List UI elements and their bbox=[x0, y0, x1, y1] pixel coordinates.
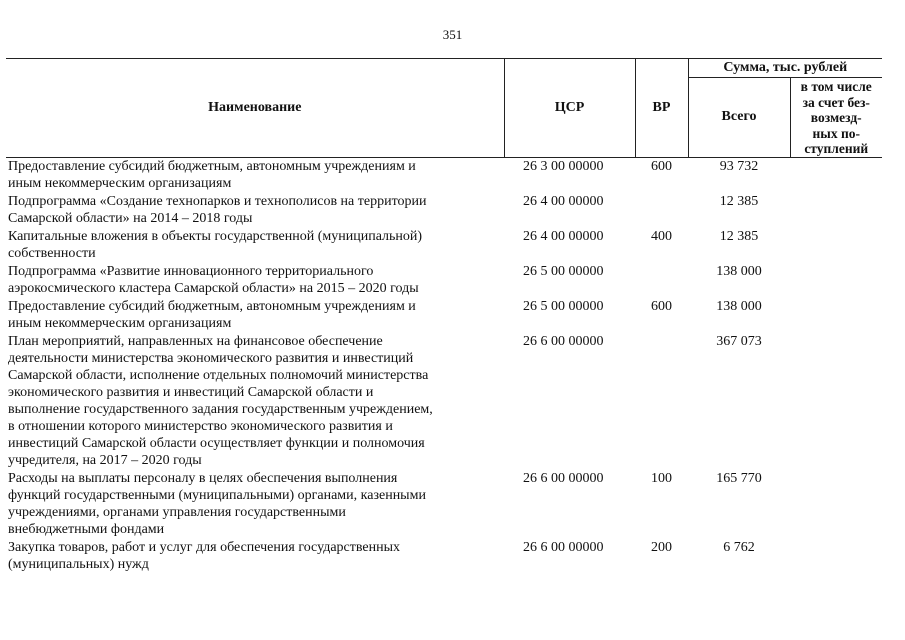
row-csr: 26 4 00 00000 bbox=[523, 228, 604, 244]
table-row bbox=[6, 263, 882, 298]
row-incl bbox=[790, 298, 882, 333]
row-name-line: иным некоммерческим организациям bbox=[8, 315, 232, 331]
row-csr: 26 6 00 00000 bbox=[523, 539, 604, 555]
row-name bbox=[6, 539, 504, 574]
row-name-line: Закупка товаров, работ и услуг для обеспечения государственных bbox=[8, 539, 401, 555]
row-name bbox=[6, 470, 504, 539]
row-name bbox=[6, 228, 504, 263]
table-row bbox=[6, 298, 882, 333]
row-total: 12 385 bbox=[719, 228, 759, 244]
row-name-line: внебюджетными фондами bbox=[8, 521, 165, 537]
row-total: 6 762 bbox=[723, 539, 755, 555]
row-csr: 26 6 00 00000 bbox=[523, 333, 604, 349]
header-vr: ВР bbox=[635, 59, 688, 158]
budget-table bbox=[6, 58, 882, 574]
header-total: Всего bbox=[688, 78, 790, 158]
row-name bbox=[6, 263, 504, 298]
row-incl bbox=[790, 539, 882, 574]
row-vr bbox=[635, 333, 688, 470]
row-total: 165 770 bbox=[716, 470, 762, 486]
row-name-line: Предоставление субсидий бюджетным, автономным учреждениям и bbox=[8, 298, 416, 314]
row-name-line: Капитальные вложения в объекты государственной (муниципальной) bbox=[8, 228, 423, 244]
row-name bbox=[6, 157, 504, 193]
row-name bbox=[6, 333, 504, 470]
header-sum: Сумма, тыс. рублей bbox=[688, 59, 882, 78]
row-name-line: деятельности министерства экономического развития и инвестиций bbox=[8, 350, 414, 366]
table-body bbox=[6, 157, 882, 574]
row-total: 138 000 bbox=[716, 263, 762, 279]
row-csr: 26 4 00 00000 bbox=[523, 193, 604, 209]
row-vr bbox=[635, 263, 688, 298]
row-name-line: Расходы на выплаты персоналу в целях обеспечения выполнения bbox=[8, 470, 398, 486]
header-incl-line: в том числе bbox=[800, 79, 872, 94]
header-name: Наименование bbox=[6, 59, 504, 158]
row-incl bbox=[790, 157, 882, 193]
row-name-line: учредителя, на 2017 – 2020 годы bbox=[8, 452, 202, 468]
table-row bbox=[6, 157, 882, 193]
row-total: 93 732 bbox=[719, 158, 759, 174]
row-name-line: иным некоммерческим организациям bbox=[8, 175, 232, 191]
row-name bbox=[6, 298, 504, 333]
table-row bbox=[6, 333, 882, 470]
table-row bbox=[6, 470, 882, 539]
header-csr: ЦСР bbox=[504, 59, 635, 158]
row-name-line: Подпрограмма «Развитие инновационного территориального bbox=[8, 263, 374, 279]
row-name-line: в отношении которого министерство экономического развития и bbox=[8, 418, 393, 434]
row-name-line: аэрокосмического кластера Самарской области» на 2015 – 2020 годы bbox=[8, 280, 419, 296]
row-name bbox=[6, 193, 504, 228]
header-incl-line: ступлений bbox=[804, 141, 869, 156]
row-vr: 100 bbox=[651, 470, 672, 486]
row-csr: 26 6 00 00000 bbox=[523, 470, 604, 486]
row-name-line: Подпрограмма «Создание технопарков и технополисов на территории bbox=[8, 193, 427, 209]
row-incl bbox=[790, 333, 882, 470]
row-name-line: экономического развития и инвестиций Самарской области и bbox=[8, 384, 374, 400]
header-incl-line: возмезд- bbox=[810, 110, 862, 125]
row-vr: 600 bbox=[651, 158, 672, 174]
header-incl-line: за счет без- bbox=[802, 94, 870, 110]
row-incl bbox=[790, 193, 882, 228]
header-incl bbox=[790, 78, 882, 158]
row-name-line: (муниципальных) нужд bbox=[8, 556, 149, 572]
row-name-line: функций государственными (муниципальными) органами, казенными bbox=[8, 487, 426, 503]
row-csr: 26 3 00 00000 bbox=[523, 158, 604, 174]
row-total: 138 000 bbox=[716, 298, 762, 314]
row-total: 12 385 bbox=[719, 193, 759, 209]
row-vr: 600 bbox=[651, 298, 672, 314]
row-name-line: собственности bbox=[8, 245, 96, 261]
row-vr bbox=[635, 193, 688, 228]
row-name-line: Самарской области» на 2014 – 2018 годы bbox=[8, 210, 253, 226]
row-incl bbox=[790, 470, 882, 539]
row-name-line: Предоставление субсидий бюджетным, автономным учреждениям и bbox=[8, 158, 416, 174]
row-incl bbox=[790, 263, 882, 298]
row-total: 367 073 bbox=[716, 333, 762, 349]
row-csr: 26 5 00 00000 bbox=[523, 298, 604, 314]
row-name-line: План мероприятий, направленных на финансовое обеспечение bbox=[8, 333, 383, 349]
table-row bbox=[6, 539, 882, 574]
row-incl bbox=[790, 228, 882, 263]
row-csr: 26 5 00 00000 bbox=[523, 263, 604, 279]
row-vr: 400 bbox=[651, 228, 672, 244]
row-name-line: выполнение государственного задания государственным учреждением, bbox=[8, 401, 433, 417]
table-row bbox=[6, 228, 882, 263]
table-row bbox=[6, 193, 882, 228]
row-name-line: инвестиций Самарской области осуществляет функции и полномочия bbox=[8, 435, 425, 451]
header-incl-line: ных по- bbox=[812, 125, 860, 141]
row-name-line: учреждениями, органами управления государственными bbox=[8, 504, 346, 520]
row-vr: 200 bbox=[651, 539, 672, 555]
row-name-line: Самарской области, исполнение отдельных полномочий министерства bbox=[8, 367, 429, 383]
page-number: 351 bbox=[442, 27, 463, 42]
